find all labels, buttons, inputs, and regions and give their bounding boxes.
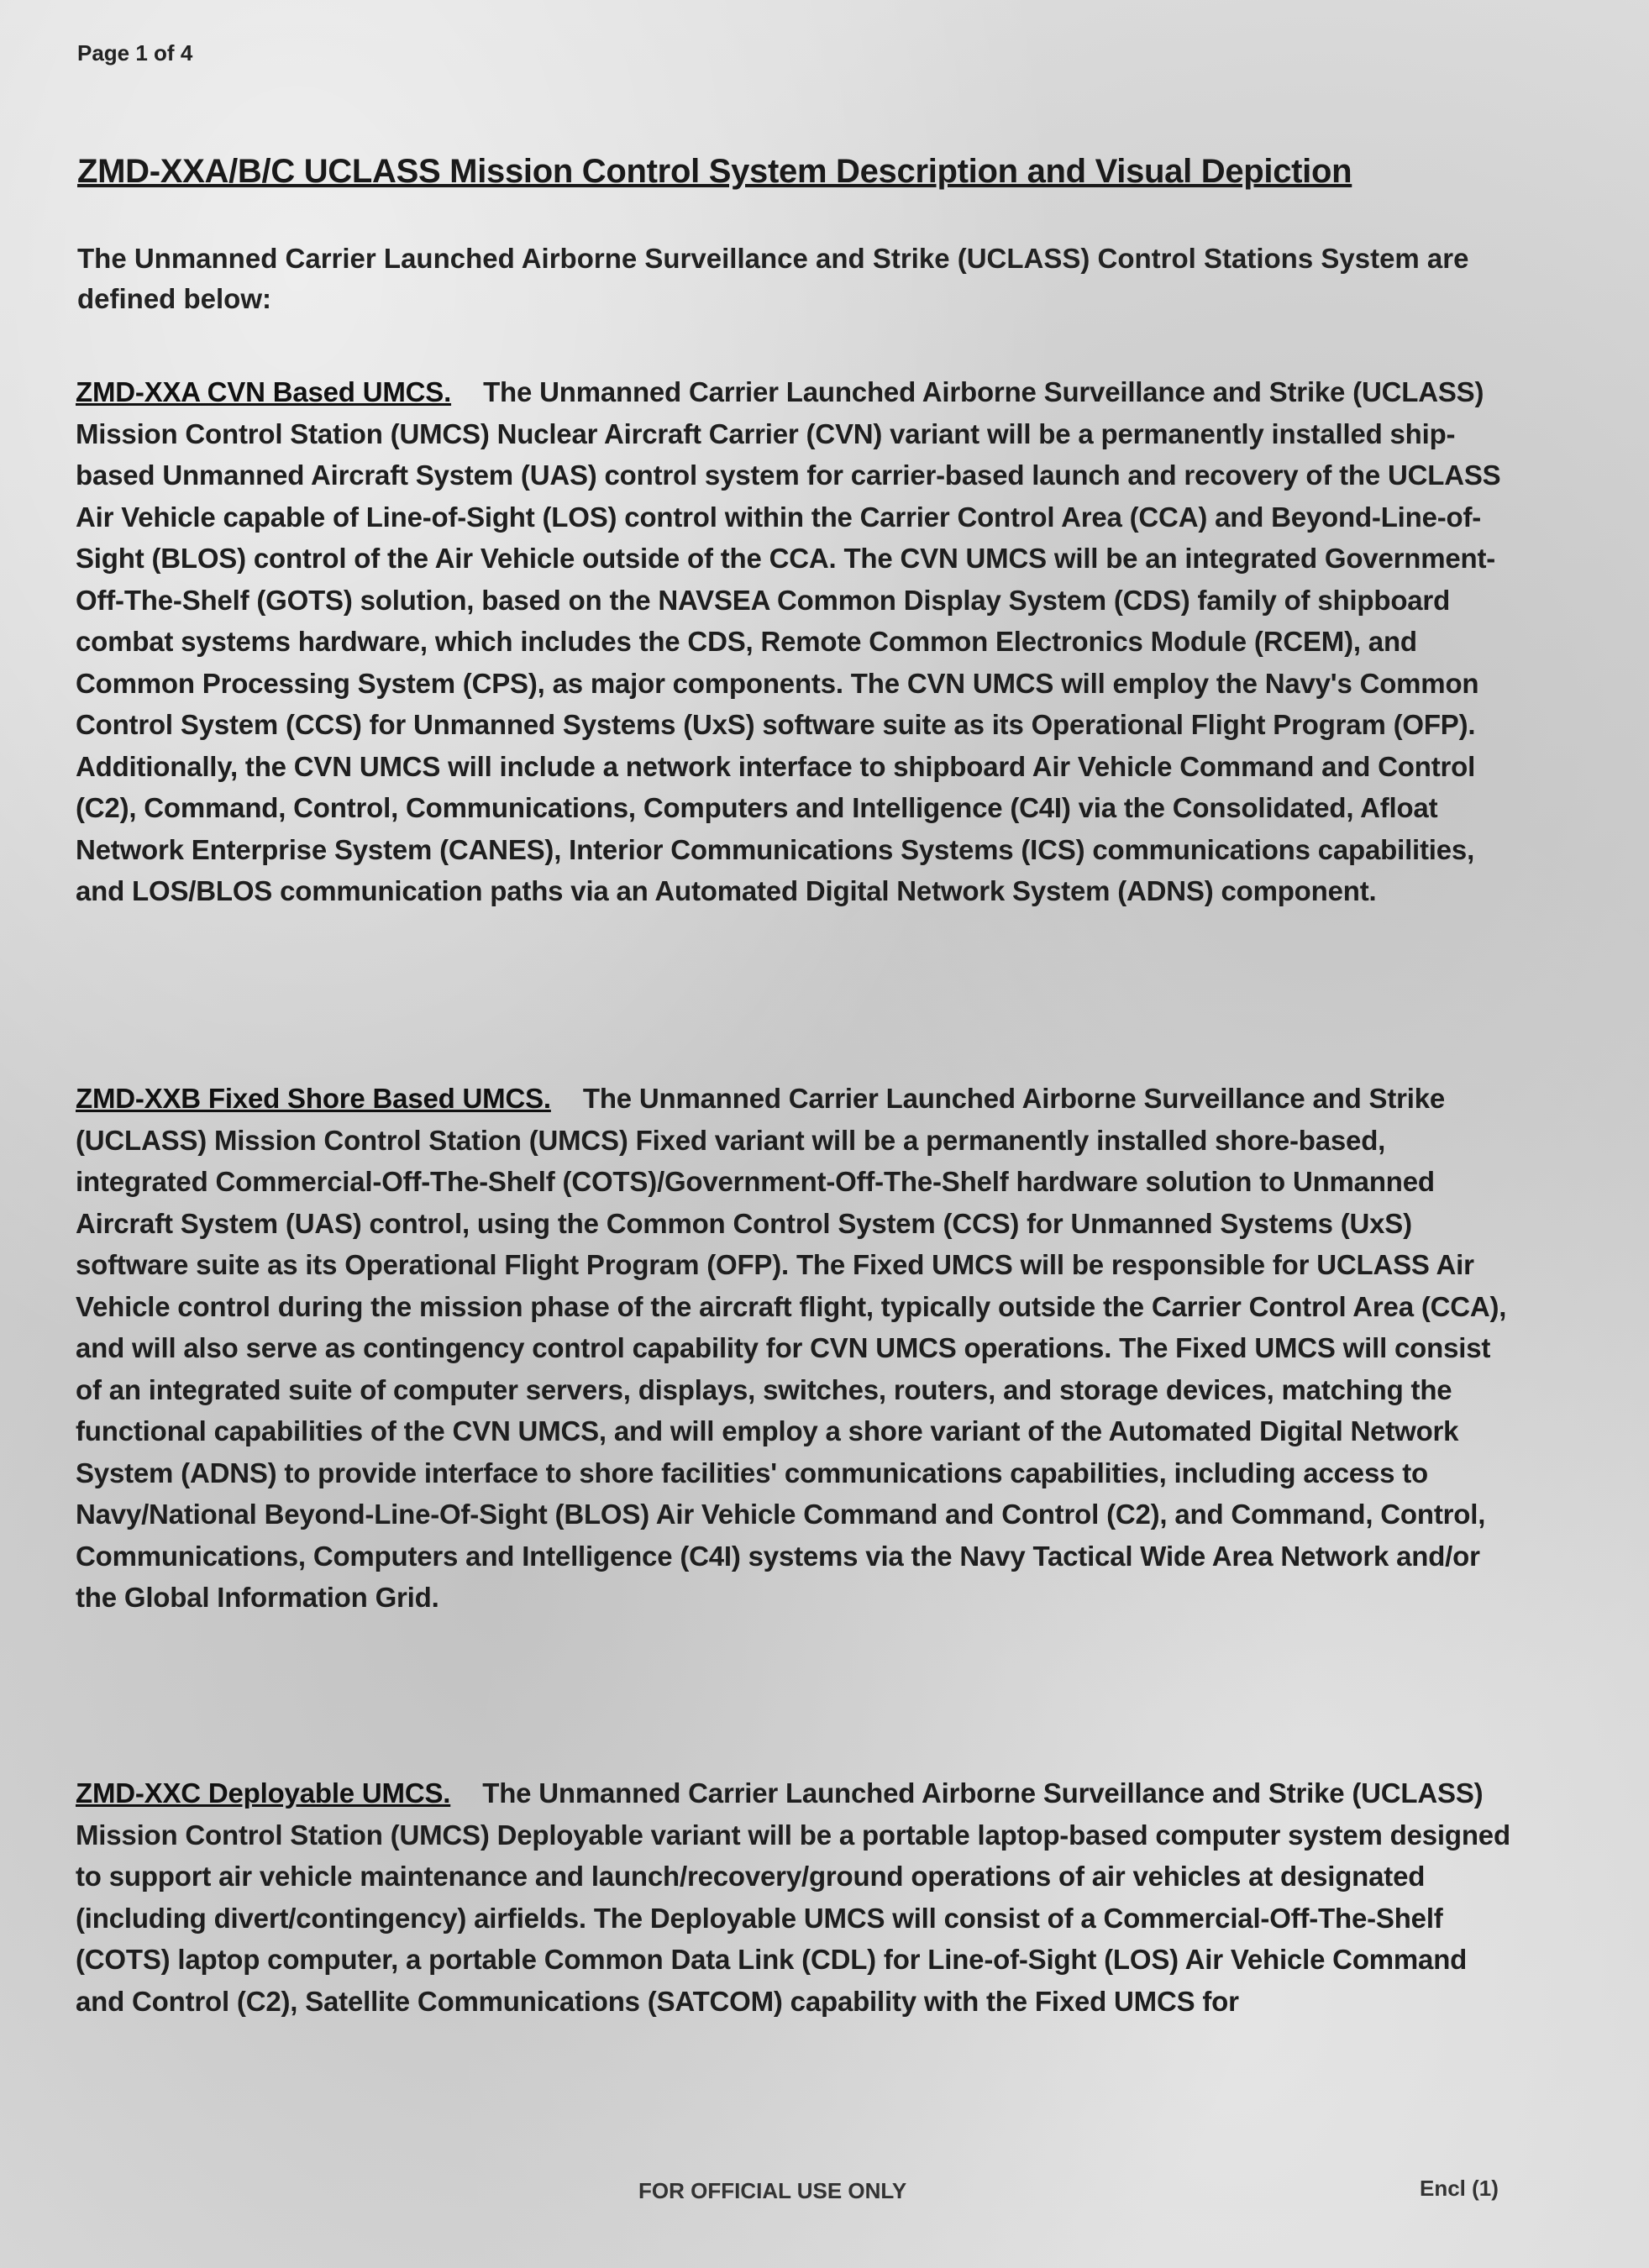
section-cvn-based-umcs: [76, 371, 1520, 912]
document-title: ZMD-XXA/B/C UCLASS Mission Control System Description and Visual Depiction: [77, 153, 1352, 190]
enclosure-label: Encl (1): [1420, 2176, 1499, 2201]
section-heading: ZMD-XXB Fixed Shore Based UMCS.: [76, 1083, 551, 1114]
section-body: The Unmanned Carrier Launched Airborne Surveillance and Strike (UCLASS) Mission Control Station (UMCS) Fixed variant will be a permanently installed shore-based, integrated Commercial-Off-The-Shelf (COTS)/Government-Off-The-Shelf hardware solution to Unmanned Aircraft System (UAS) control, using the Common Control System (CCS) for Unmanned Systems (UxS) software suite as its Operational Flight Program (OFP). The Fixed UMCS will be responsible for UCLASS Air Vehicle control during the mission phase of the aircraft flight, typically outside the Carrier Control Area (CCA), and will also serve as contingency control capability for CVN UMCS operations. The Fixed UMCS will consist of an integrated suite of computer servers, displays, switches, routers, and storage devices, matching the functional capabilities of the CVN UMCS, and will employ a shore variant of the Automated Digital Network System (ADNS) to provide interface to shore facilities' communications capabilities, including access to Navy/National Beyond-Line-Of-Sight (BLOS) Air Vehicle Command and Control (C2), and Command, Control, Communications, Computers and Intelligence (C4I) systems via the Navy Tactical Wide Area Network and/or the Global Information Grid.: [76, 1083, 1507, 1613]
section-deployable-umcs: [76, 1772, 1520, 2022]
section-body: The Unmanned Carrier Launched Airborne Surveillance and Strike (UCLASS) Mission Control Station (UMCS) Nuclear Aircraft Carrier (CVN) variant will be a permanently installed ship-based Unmanned Aircraft System (UAS) control system for carrier-based launch and recovery of the UCLASS Air Vehicle capable of Line-of-Sight (LOS) control within the Carrier Control Area (CCA) and Beyond-Line-of-Sight (BLOS) control of the Air Vehicle outside of the CCA. The CVN UMCS will be an integrated Government-Off-The-Shelf (GOTS) solution, based on the NAVSEA Common Display System (CDS) family of shipboard combat systems hardware, which includes the CDS, Remote Common Electronics Module (RCEM), and Common Processing System (CPS), as major components. The CVN UMCS will employ the Navy's Common Control System (CCS) for Unmanned Systems (UxS) software suite as its Operational Flight Program (OFP). Additionally, the CVN UMCS will include a network interface to shipboard Air Vehicle Command and Control (C2), Command, Control, Communications, Computers and Intelligence (C4I) via the Consolidated, Afloat Network Enterprise System (CANES), Interior Communications Systems (ICS) communications capabilities, and LOS/BLOS communication paths via an Automated Digital Network System (ADNS) component.: [76, 376, 1501, 906]
section-heading: ZMD-XXC Deployable UMCS.: [76, 1777, 451, 1809]
intro-paragraph: The Unmanned Carrier Launched Airborne Surveillance and Strike (UCLASS) Control Stations System are defined below:: [77, 243, 1469, 314]
section-heading: ZMD-XXA CVN Based UMCS.: [76, 376, 452, 407]
section-body: The Unmanned Carrier Launched Airborne Surveillance and Strike (UCLASS) Mission Control Station (UMCS) Deployable variant will be a portable laptop-based computer system designed to support air vehicle maintenance and launch/recovery/ground operations of air vehicles at designated (including divert/contingency) airfields. The Deployable UMCS will consist of a Commercial-Off-The-Shelf (COTS) laptop computer, a portable Common Data Link (CDL) for Line-of-Sight (LOS) Air Vehicle Command and Control (C2), Satellite Communications (SATCOM) capability with the Fixed UMCS for: [76, 1777, 1510, 2017]
classification-marking: FOR OFFICIAL USE ONLY: [638, 2178, 907, 2203]
page-number: Page 1 of 4: [77, 40, 193, 66]
section-fixed-shore-based-umcs: [76, 1078, 1520, 1619]
